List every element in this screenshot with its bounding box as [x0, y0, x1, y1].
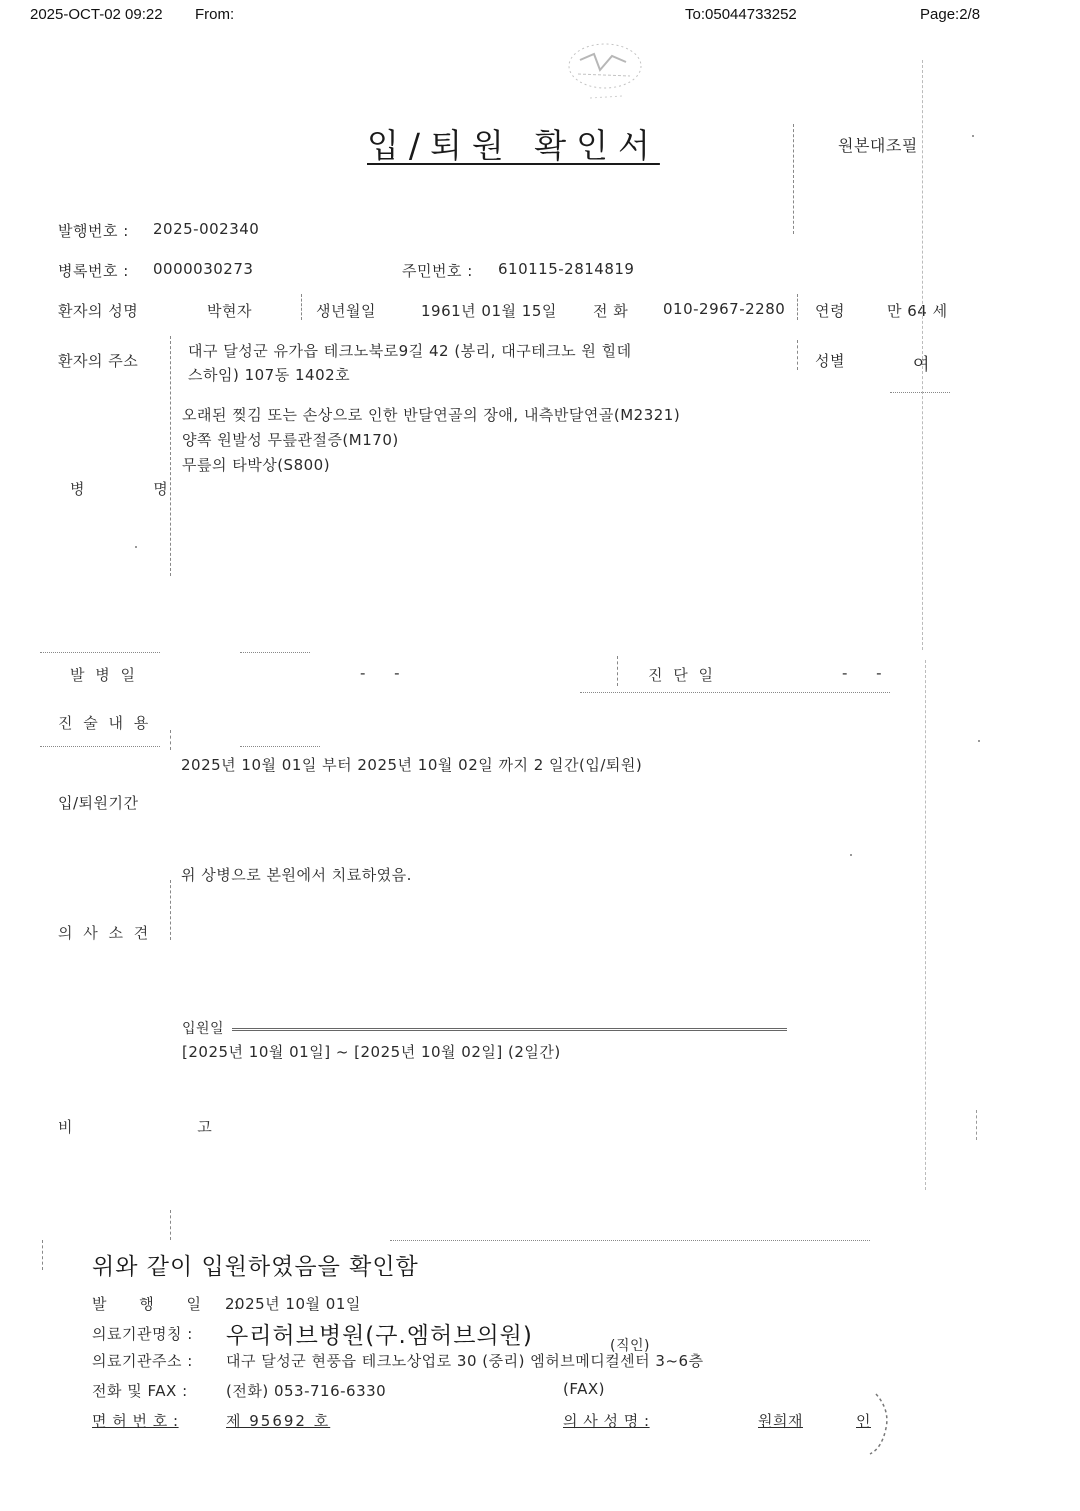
doctor-opinion-text: 위 상병으로 본원에서 치료하였음.	[181, 866, 412, 884]
record-number: 0000030273	[153, 260, 254, 278]
license-number-label: 면 허 번 호 :	[92, 1412, 179, 1430]
institution-address-label: 의료기관주소 :	[92, 1352, 193, 1370]
doctor-seal-mark: 인	[856, 1412, 871, 1430]
sex-label: 성별	[815, 352, 845, 370]
age-label: 연령	[815, 302, 845, 320]
resident-number: 610115-2814819	[498, 260, 635, 278]
stay-period-text: 2025년 10월 01일 부터 2025년 10월 02일 까지 2 일간(입/퇴원)	[181, 756, 643, 774]
confirmation-statement: 위와 같이 입원하였음을 확인함	[92, 1254, 419, 1280]
fax-page-number: Page:2/8	[920, 6, 981, 23]
diagnosis-date-label: 진 단 일	[648, 666, 717, 684]
diagnosis-line: 양쪽 원발성 무릎관절증(M170)	[182, 431, 399, 449]
signature-mark	[862, 1390, 898, 1460]
telephone-number: (전화) 053-716-6330	[226, 1382, 387, 1400]
doctor-name-label: 의 사 성 명 :	[563, 1412, 650, 1430]
issue-date: 2025년 10월 01일	[225, 1295, 361, 1313]
hospital-logo-mark	[560, 40, 650, 105]
address-label: 환자의 주소	[58, 352, 139, 370]
diagnosis-line: 오래된 찢김 또는 손상으로 인한 반달연골의 장애, 내측반달연골(M2321)	[182, 406, 681, 424]
age-value: 만 64 세	[887, 302, 948, 320]
license-number: 제 95692 호	[226, 1412, 331, 1430]
admission-separator	[232, 1028, 787, 1031]
resident-number-label: 주민번호 :	[402, 262, 473, 280]
onset-date-value: - -	[360, 664, 412, 682]
issue-date-label: 발 행 일 :	[92, 1295, 253, 1313]
institution-address: 대구 달성군 현풍읍 테크노상업로 30 (중리) 엠허브메디컬센터 3~6층	[226, 1352, 704, 1370]
diagnosis-line: 무릎의 타박상(S800)	[182, 456, 331, 474]
statement-label: 진 술 내 용	[58, 714, 152, 732]
official-seal-mark: (직인)	[610, 1338, 650, 1354]
admission-range: [2025년 10월 01일] ~ [2025년 10월 02일] (2일간)	[182, 1043, 561, 1061]
remarks-label: 비 고	[58, 1118, 272, 1136]
sex-value: 여	[913, 355, 930, 375]
document-title: 입/퇴원 확인서	[367, 126, 660, 165]
copy-verified-stamp: 원본대조필	[838, 136, 918, 155]
admission-header: 입원일	[182, 1021, 225, 1037]
diagnosis-date-value: - -	[842, 664, 894, 682]
fax-from-label: From:	[195, 6, 235, 23]
doctor-opinion-label: 의 사 소 견	[58, 924, 152, 942]
patient-name-label: 환자의 성명	[58, 302, 139, 320]
birth-date: 1961년 01월 15일	[421, 302, 557, 320]
tel-fax-label: 전화 및 FAX :	[92, 1382, 188, 1400]
address-line-2: 스하임) 107동 1402호	[188, 366, 351, 384]
onset-date-label: 발 병 일	[70, 666, 139, 684]
stay-period-label: 입/퇴원기간	[58, 794, 139, 812]
disease-label: 병 명	[70, 480, 200, 498]
address-line-1: 대구 달성군 유가읍 테크노북로9길 42 (봉리, 대구테크노 원 힐데	[188, 342, 632, 360]
fax-number: (FAX)	[563, 1380, 605, 1398]
phone-number: 010-2967-2280	[663, 300, 786, 318]
patient-name: 박현자	[207, 302, 252, 320]
issue-number: 2025-002340	[153, 220, 260, 238]
issue-number-label: 발행번호 :	[58, 222, 129, 240]
institution-name: 우리허브병원(구.엠허브의원)	[226, 1323, 533, 1349]
institution-name-label: 의료기관명칭 :	[92, 1325, 193, 1343]
fax-to-number: To:05044733252	[685, 6, 797, 23]
birth-date-label: 생년월일	[316, 302, 376, 320]
record-number-label: 병록번호 :	[58, 262, 129, 280]
doctor-name: 원희재	[758, 1412, 803, 1430]
phone-label: 전 화	[593, 302, 629, 320]
fax-datetime: 2025-OCT-02 09:22	[30, 6, 163, 23]
